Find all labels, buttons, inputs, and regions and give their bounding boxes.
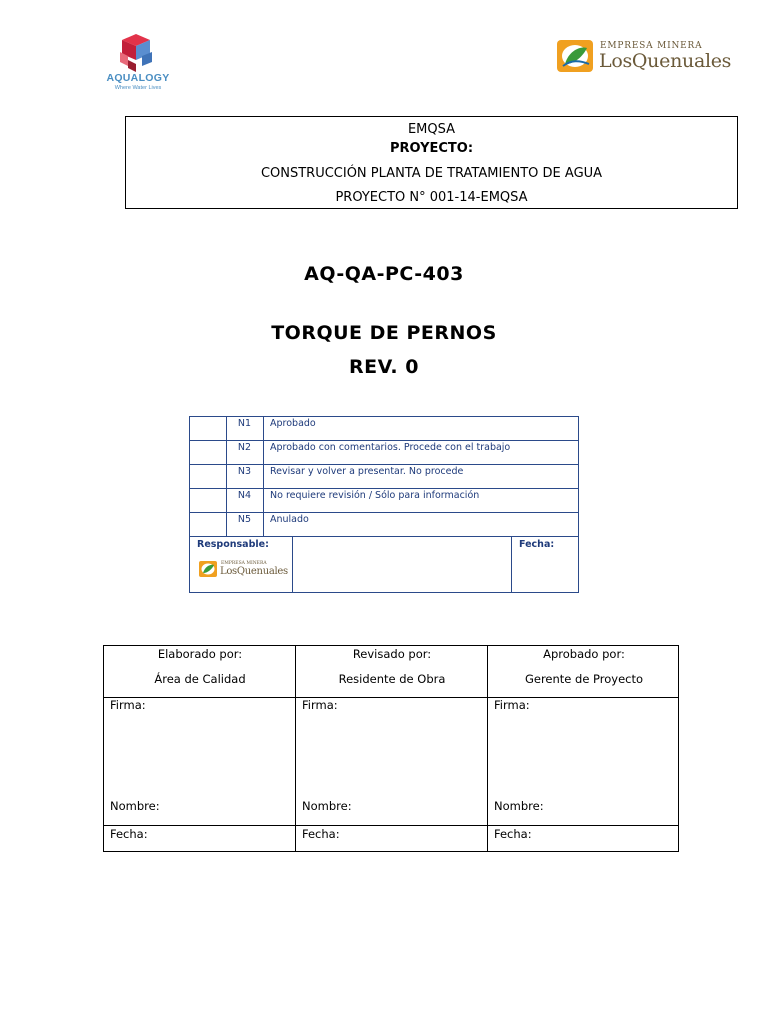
quenuales-leaf-icon: [198, 559, 218, 579]
status-description: Revisar y volver a presentar. No procede: [270, 466, 464, 477]
elaborado-fecha: Fecha:: [110, 827, 148, 841]
review-status-table: [189, 416, 579, 593]
signature-table: [103, 645, 679, 852]
elaborado-role: Elaborado por:: [157, 647, 243, 661]
project-header-box: [125, 116, 738, 209]
aqualogy-tagline: Where Water Lives: [114, 85, 162, 91]
project-name: CONSTRUCCIÓN PLANTA DE TRATAMIENTO DE AGUA: [260, 166, 603, 181]
small-logo-prefix: EMPRESA MINERA: [221, 561, 267, 566]
status-row: [190, 489, 578, 513]
quenuales-name: LosQuenuales: [599, 50, 732, 72]
quenuales-prefix: EMPRESA MINERA: [600, 41, 703, 51]
status-row: [190, 513, 578, 537]
quenuales-logo: [555, 38, 745, 78]
revisado-role: Revisado por:: [352, 647, 432, 661]
status-description: Anulado: [270, 514, 309, 525]
status-row: [190, 441, 578, 465]
small-logo-name: LosQuenuales: [220, 566, 288, 577]
status-check-cell[interactable]: [190, 513, 227, 536]
status-description: No requiere revisión / Sólo para información: [270, 490, 480, 501]
revisado-fecha: Fecha:: [302, 827, 340, 841]
aprobado-nombre: Nombre:: [494, 799, 544, 813]
responsable-signature-cell[interactable]: [293, 537, 512, 592]
revision: REV. 0: [349, 356, 419, 378]
status-description: Aprobado con comentarios. Procede con el trabajo: [270, 442, 511, 453]
aprobado-area: Gerente de Proyecto: [524, 672, 644, 686]
aqualogy-logo: [98, 30, 178, 96]
aqualogy-name: AQUALOGY: [106, 72, 170, 84]
fecha-cell[interactable]: [512, 537, 577, 592]
aprobado-fecha: Fecha:: [494, 827, 532, 841]
status-code: N4: [226, 489, 264, 512]
project-label: PROYECTO:: [389, 141, 474, 156]
aqualogy-cube-icon: [98, 30, 178, 74]
company-name: EMQSA: [407, 122, 456, 137]
elaborado-area: Área de Calidad: [154, 672, 246, 686]
revisado-firma: Firma:: [302, 698, 338, 712]
responsable-label: Responsable:: [197, 539, 269, 550]
elaborado-nombre: Nombre:: [110, 799, 160, 813]
revisado-nombre: Nombre:: [302, 799, 352, 813]
fecha-label: Fecha:: [519, 539, 555, 550]
status-row: [190, 465, 578, 489]
status-code: N5: [226, 513, 264, 536]
responsable-logo: [198, 559, 292, 581]
status-check-cell[interactable]: [190, 465, 227, 488]
aprobado-firma: Firma:: [494, 698, 530, 712]
project-number: PROYECTO N° 001-14-EMQSA: [335, 190, 528, 205]
elaborado-firma: Firma:: [110, 698, 146, 712]
status-check-cell[interactable]: [190, 489, 227, 512]
status-code: N2: [226, 441, 264, 464]
status-row: [190, 417, 578, 441]
quenuales-leaf-icon: [555, 38, 595, 74]
status-check-cell[interactable]: [190, 441, 227, 464]
aprobado-role: Aprobado por:: [543, 647, 625, 661]
row-divider: [104, 825, 678, 826]
status-code: N3: [226, 465, 264, 488]
status-code: N1: [226, 417, 264, 440]
document-code: AQ-QA-PC-403: [304, 263, 464, 285]
status-check-cell[interactable]: [190, 417, 227, 440]
status-description: Aprobado: [270, 418, 316, 429]
revisado-area: Residente de Obra: [338, 672, 446, 686]
document-title: TORQUE DE PERNOS: [271, 322, 497, 344]
responsable-cell: [190, 537, 293, 592]
